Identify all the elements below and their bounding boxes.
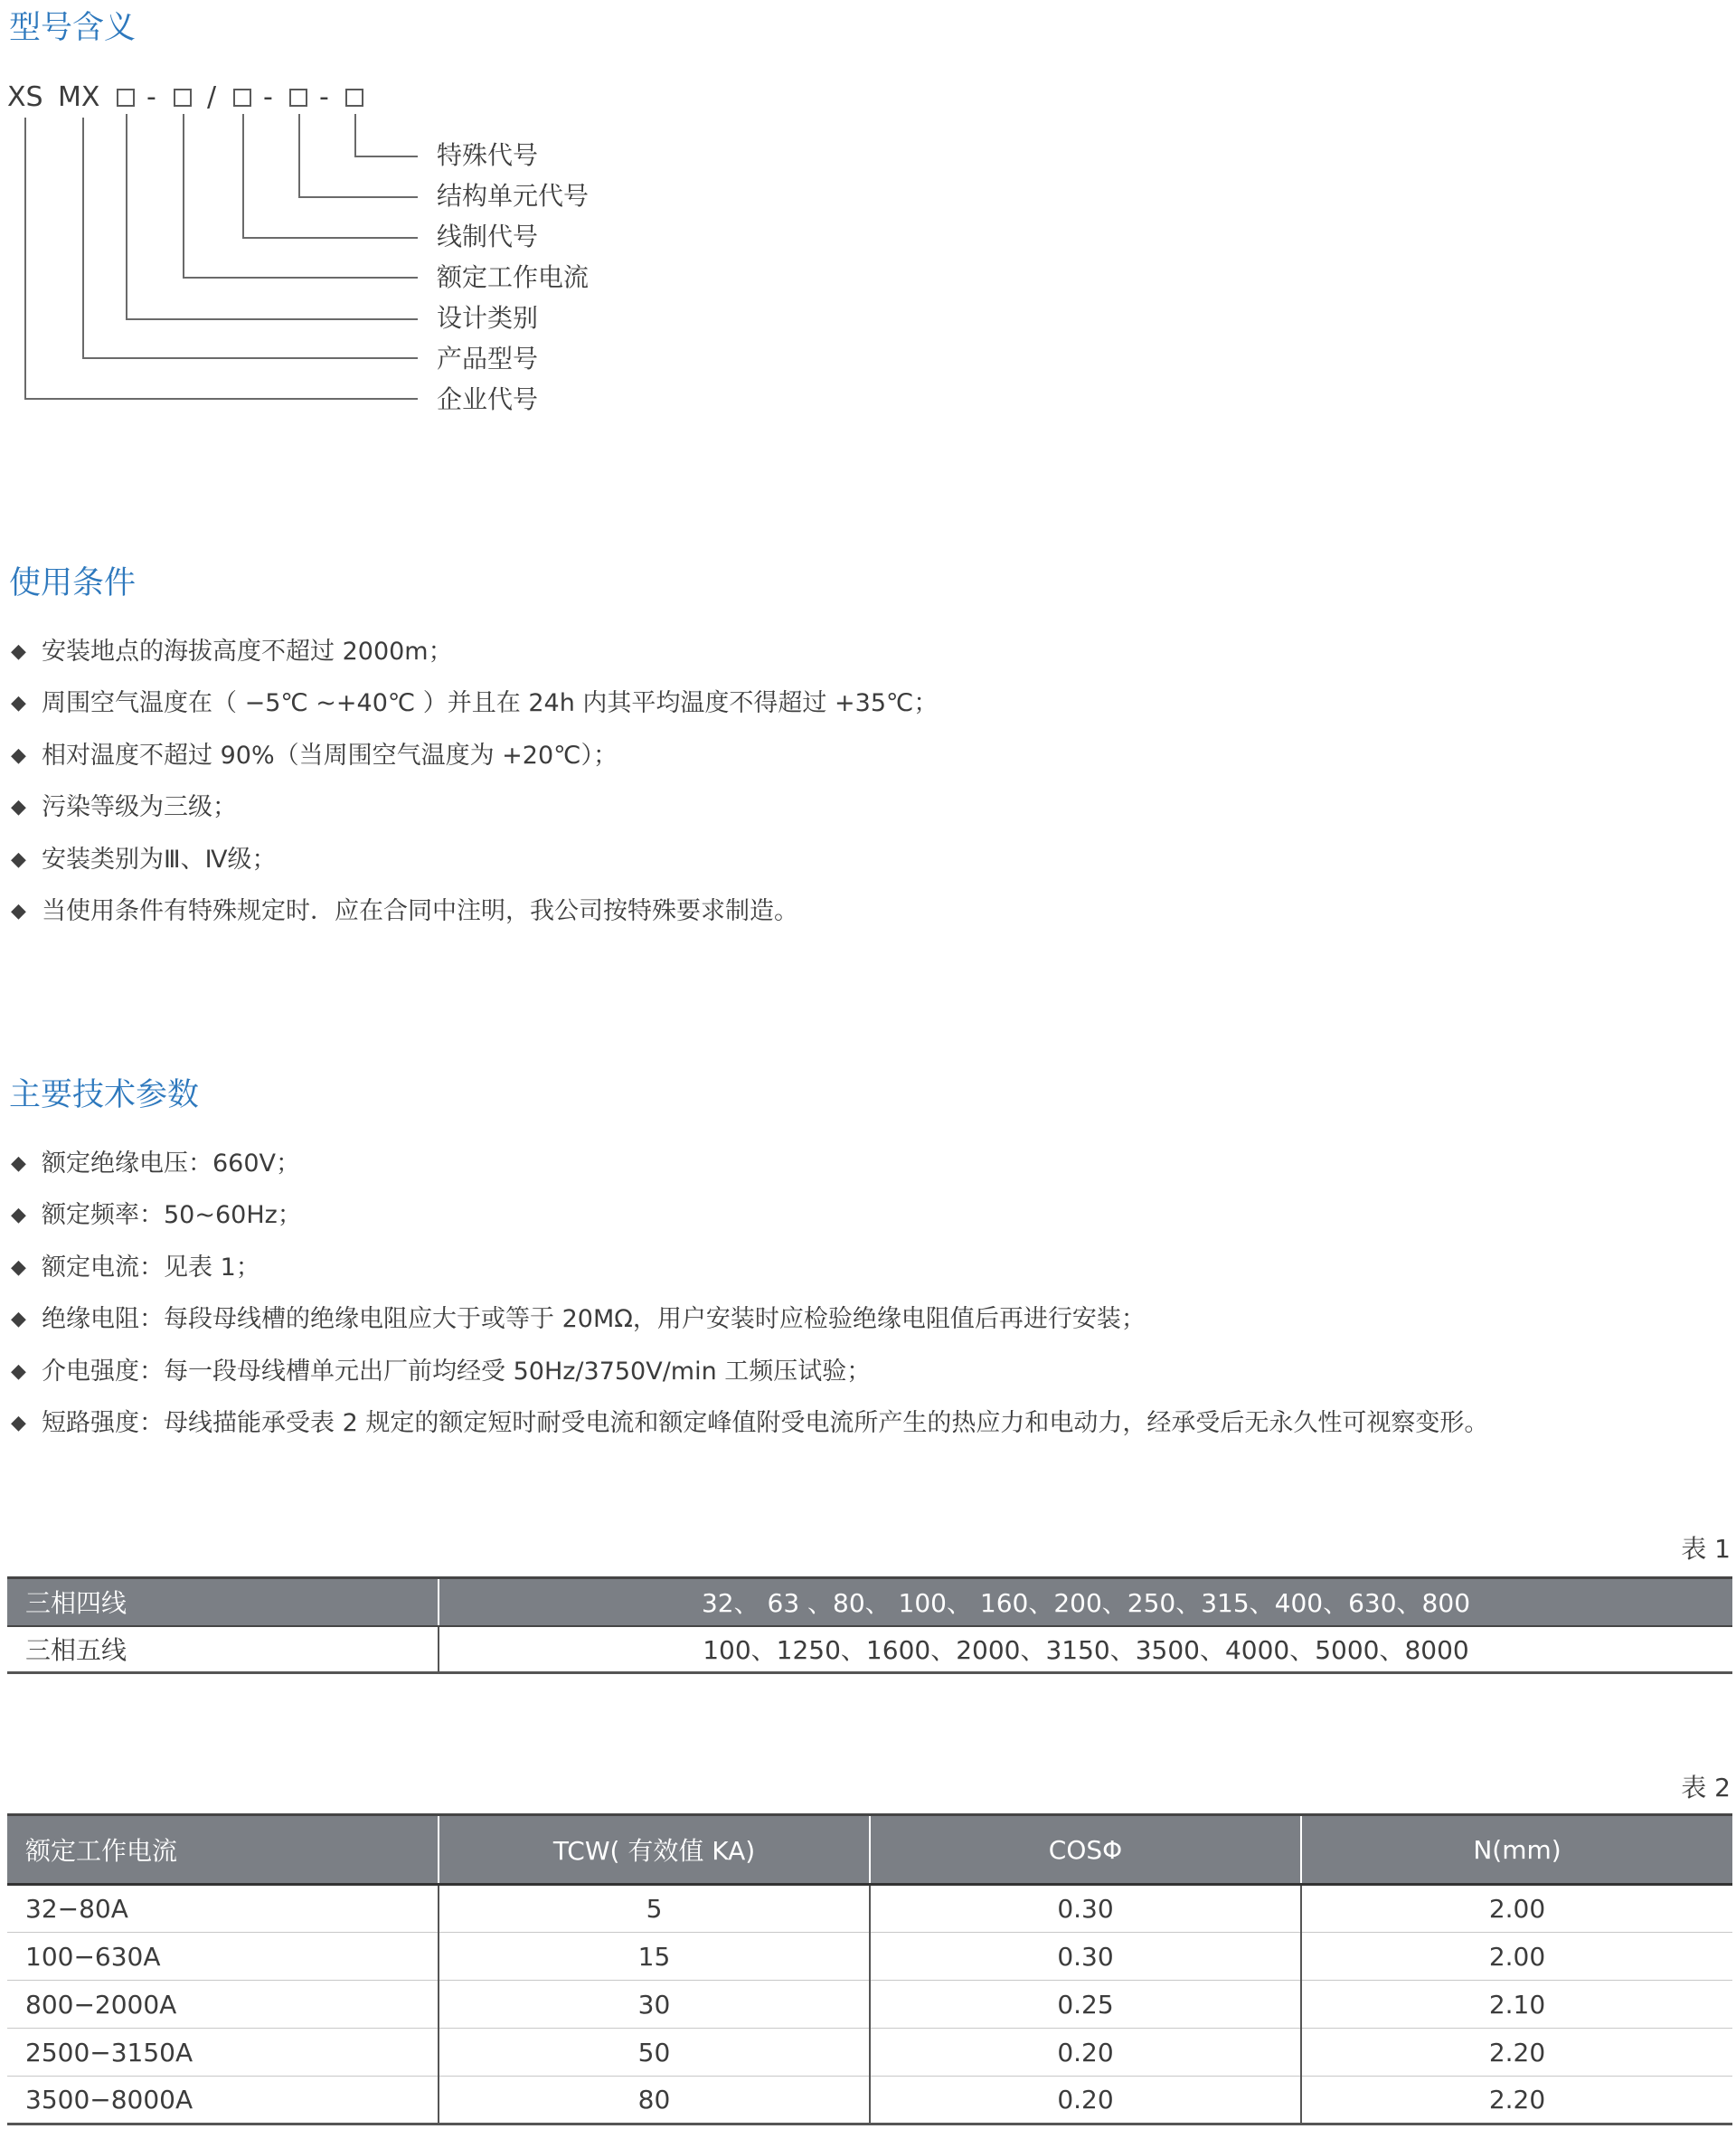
code-slash: / (207, 81, 217, 113)
table-cell: 50 (439, 2029, 870, 2077)
table-cell-line-type: 三相五线 (7, 1626, 439, 1673)
diamond-bullet-icon: ◆ (11, 1411, 26, 1434)
table-header-row (7, 1815, 1732, 1885)
connector-current-v (183, 114, 184, 278)
legend-design-category: 设计类别 (437, 303, 539, 333)
list-item (11, 1405, 1488, 1457)
code-box-design-category (117, 89, 135, 107)
technical-params-title: 主要技术参数 (9, 1077, 200, 1113)
table1-caption: 表 1 (1681, 1534, 1731, 1564)
table-row (7, 2077, 1732, 2124)
table-cell: 0.20 (870, 2029, 1301, 2077)
table-cell: 32−80A (7, 1885, 439, 1933)
table-row (7, 1885, 1732, 1933)
connector-product-h (82, 357, 418, 359)
list-item-text: 短路强度：母线描能承受表 2 规定的额定短时耐受电流和额定峰值附受电流所产生的热应力和电动力，经承受后无永久性可视察变形。 (42, 1408, 1489, 1437)
legend-line-system-code: 线制代号 (437, 222, 539, 251)
table-cell-line-type: 三相四线 (7, 1578, 439, 1626)
list-item (11, 1354, 1488, 1405)
list-item (11, 634, 938, 686)
diamond-bullet-icon: ◆ (11, 1359, 26, 1383)
column-header: N(mm) (1301, 1815, 1732, 1885)
table-cell: 0.30 (870, 1933, 1301, 1981)
usage-conditions-title: 使用条件 (9, 565, 137, 601)
list-item (11, 842, 938, 894)
connector-special-h (354, 156, 418, 157)
legend-special-code: 特殊代号 (437, 140, 539, 170)
code-box-rated-current (174, 89, 192, 107)
table-row (7, 1933, 1732, 1981)
connector-line-system-h (242, 237, 418, 239)
list-item (11, 1301, 1488, 1353)
diamond-bullet-icon: ◆ (11, 796, 26, 819)
list-item-text: 周围空气温度在（ −5℃ ~+40℃ ）并且在 24h 内其平均温度不得超过 +35℃； (42, 689, 939, 718)
diamond-bullet-icon: ◆ (11, 1308, 26, 1331)
connector-company-v (24, 118, 26, 399)
table-cell-current-values: 32、 63 、80、 100、 160、200、250、315、400、630、800 (439, 1578, 1732, 1626)
table-row (7, 1981, 1732, 2029)
column-header: COSΦ (870, 1815, 1301, 1885)
list-item (11, 686, 938, 737)
diamond-bullet-icon: ◆ (11, 899, 26, 923)
list-item (11, 1250, 1488, 1301)
connector-design-v (126, 114, 127, 319)
list-item-text: 安装类别为Ⅲ、Ⅳ级； (42, 845, 277, 874)
list-item (11, 790, 938, 841)
connector-design-h (126, 318, 418, 320)
connector-current-h (183, 277, 418, 279)
list-item-text: 额定绝缘电压：660V； (42, 1150, 301, 1178)
table-cell: 2500−3150A (7, 2029, 439, 2077)
code-prefix-xs: XS (7, 81, 43, 113)
table-cell-current-values: 100、1250、1600、2000、3150、3500、4000、5000、8000 (439, 1626, 1732, 1673)
column-header: 额定工作电流 (7, 1815, 439, 1885)
list-item (11, 894, 938, 945)
legend-product-model: 产品型号 (437, 344, 539, 374)
table-cell: 80 (439, 2077, 870, 2124)
technical-params-list (11, 1146, 1488, 1457)
table-cell: 0.25 (870, 1981, 1301, 2029)
list-item-text: 污染等级为三级； (42, 793, 237, 822)
usage-conditions-list (11, 634, 938, 945)
list-item-text: 相对温度不超过 90%（当周围空气温度为 +20℃）； (42, 741, 618, 770)
list-item-text: 介电强度：每一段母线槽单元出厂前均经受 50Hz/3750V/min 工频压试验； (42, 1357, 872, 1386)
list-item-text: 额定电流：见表 1； (42, 1253, 260, 1282)
list-item (11, 1197, 1488, 1249)
table-cell: 0.30 (870, 1885, 1301, 1933)
table-row (7, 2029, 1732, 2077)
connector-company-h (24, 398, 418, 400)
model-meaning-title: 型号含义 (9, 10, 137, 46)
table-row (7, 1578, 1732, 1626)
model-code-diagram (0, 0, 1736, 425)
table-cell: 100−630A (7, 1933, 439, 1981)
code-dash: - (319, 81, 329, 113)
table-cell: 2.00 (1301, 1885, 1732, 1933)
list-item-text: 绝缘电阻：每段母线槽的绝缘电阻应大于或等于 20MΩ，用户安装时应检验绝缘电阻值后再进行安装； (42, 1305, 1146, 1334)
table-cell: 5 (439, 1885, 870, 1933)
table-cell: 2.20 (1301, 2029, 1732, 2077)
diamond-bullet-icon: ◆ (11, 743, 26, 767)
table-cell: 15 (439, 1933, 870, 1981)
table-cell: 30 (439, 1981, 870, 2029)
list-item (11, 1146, 1488, 1197)
code-prefix-mx: MX (58, 81, 100, 113)
connector-structure-v (298, 114, 300, 197)
table-cell: 2.00 (1301, 1933, 1732, 1981)
short-circuit-table (7, 1813, 1732, 2125)
list-item-text: 额定频率：50~60Hz； (42, 1201, 302, 1230)
code-dash: - (146, 81, 156, 113)
diamond-bullet-icon: ◆ (11, 847, 26, 871)
code-dash: - (263, 81, 273, 113)
list-item (11, 738, 938, 790)
diamond-bullet-icon: ◆ (11, 1255, 26, 1279)
connector-line-system-v (242, 114, 244, 238)
diamond-bullet-icon: ◆ (11, 1152, 26, 1175)
code-box-special (345, 89, 363, 107)
list-item-text: 安装地点的海拔高度不超过 2000m； (42, 638, 453, 666)
rated-current-table (7, 1576, 1732, 1674)
connector-special-v (354, 114, 356, 156)
code-box-structure-unit (289, 89, 307, 107)
table-cell: 2.10 (1301, 1981, 1732, 2029)
diamond-bullet-icon: ◆ (11, 1204, 26, 1227)
table-row (7, 1626, 1732, 1673)
code-box-line-system (233, 89, 251, 107)
list-item-text: 当使用条件有特殊规定时．应在合同中注明，我公司按特殊要求制造。 (42, 896, 798, 925)
connector-product-v (82, 118, 84, 358)
legend-rated-current: 额定工作电流 (437, 262, 590, 292)
diamond-bullet-icon: ◆ (11, 640, 26, 663)
table-cell: 0.20 (870, 2077, 1301, 2124)
legend-structure-unit-code: 结构单元代号 (437, 181, 590, 211)
connector-structure-h (298, 196, 418, 198)
legend-company-code: 企业代号 (437, 384, 539, 414)
column-header: TCW( 有效值 KA) (439, 1815, 870, 1885)
table-cell: 800−2000A (7, 1981, 439, 2029)
diamond-bullet-icon: ◆ (11, 692, 26, 715)
table2-caption: 表 2 (1681, 1773, 1731, 1803)
table-cell: 3500−8000A (7, 2077, 439, 2124)
table-cell: 2.20 (1301, 2077, 1732, 2124)
